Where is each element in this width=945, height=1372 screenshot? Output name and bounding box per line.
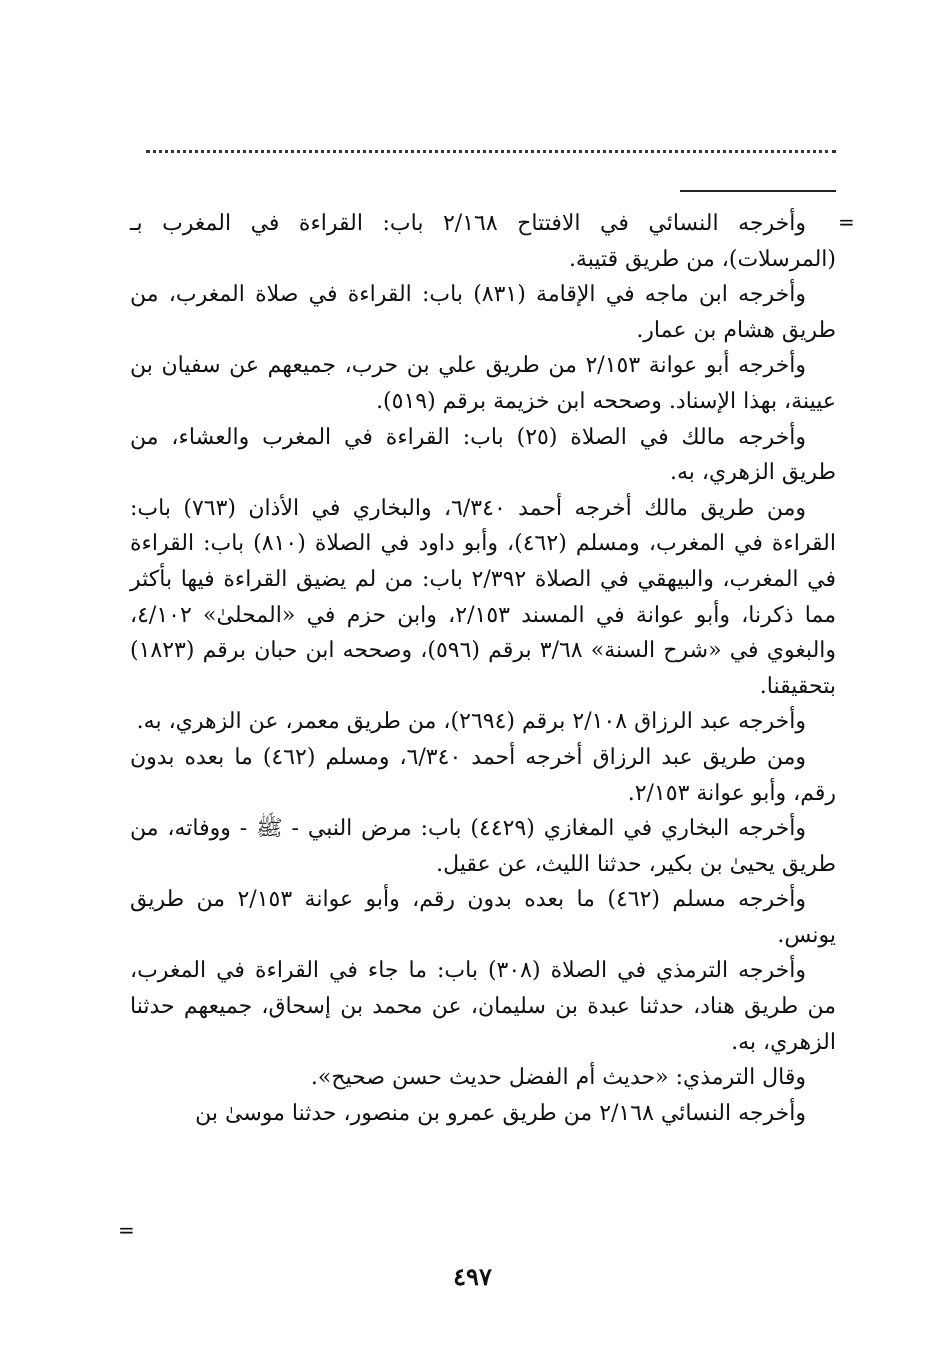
footnote-paragraph: وأخرجه النسائي ٢/١٦٨ من طريق عمرو بن منصور، حدثنا موسىٰ بن [195, 1100, 806, 1126]
footnote-paragraph: وأخرجه الترمذي في الصلاة (٣٠٨) باب: ما جاء في القراءة في المغرب، من طريق هناد، حدثنا عبدة بن سليمان، عن محمد بن إسحاق، جميعهم حدثنا الزهري، به. [130, 958, 836, 1055]
footnote-rule [680, 190, 836, 192]
footnote-paragraph: وأخرجه النسائي في الافتتاح ٢/١٦٨ باب: القراءة في المغرب بـ (المرسلات)، من طريق قتيبة. [130, 211, 836, 272]
footnote-paragraph: وأخرجه مالك في الصلاة (٢٥) باب: القراءة في المغرب والعشاء، من طريق الزهري، به. [130, 424, 836, 486]
footnote-paragraph: وأخرجه أبو عوانة ٢/١٥٣ من طريق علي بن حرب، جميعهم عن سفيان بن عيينة، بهذا الإسناد. وصححه ابن خزيمة برقم (٥١٩). [130, 353, 836, 414]
footnote-paragraph: وأخرجه البخاري في المغازي (٤٤٢٩) باب: مرض النبي - ﷺ - ووفاته، من طريق يحيىٰ بن بكير، حدثنا الليث، عن عقيل. [130, 816, 836, 877]
dotted-separator [146, 150, 836, 153]
continuation-mark-bottom: = [118, 1218, 135, 1242]
footnote-paragraph: ومن طريق عبد الرزاق أخرجه أحمد ٦/٣٤٠، ومسلم (٤٦٢) ما بعده بدون رقم، وأبو عوانة ٢/١٥٣. [130, 744, 836, 806]
continuation-mark-top: = [838, 210, 855, 234]
page-number: ٤٩٧ [453, 1262, 492, 1291]
footnote-paragraph: وأخرجه ابن ماجه في الإقامة (٨٣١) باب: القراءة في صلاة المغرب، من طريق هشام بن عمار. [130, 282, 836, 343]
footnote-paragraph: وأخرجه عبد الرزاق ٢/١٠٨ برقم (٢٦٩٤)، من طريق معمر، عن الزهري، به. [136, 709, 806, 735]
footnotes-block [130, 206, 836, 1131]
footnote-paragraph: ومن طريق مالك أخرجه أحمد ٦/٣٤٠، والبخاري في الأذان (٧٦٣) باب: القراءة في المغرب، ومسلم (٤٦٢)، وأبو داود في الصلاة (٨١٠) باب: القراءة في المغرب، والبيهقي في الصلاة ٢/٣٩٢ باب: من لم يضيق القراءة فيها بأكثر مما ذكرنا، وأبو عوانة في المسند ٢/١٥٣، وابن حزم في «المحلىٰ» ٤/١٠٢، والبغوي في «شرح السنة» ٣/٦٨ برقم (٥٩٦)، وصححه ابن حبان برقم (١٨٢٣) بتحقيقنا. [130, 495, 837, 699]
footnote-paragraph: وأخرجه مسلم (٤٦٢) ما بعده بدون رقم، وأبو عوانة ٢/١٥٣ من طريق يونس. [130, 887, 836, 948]
footnote-paragraph: وقال الترمذي: «حديث أم الفضل حديث حسن صحيح». [310, 1065, 806, 1091]
